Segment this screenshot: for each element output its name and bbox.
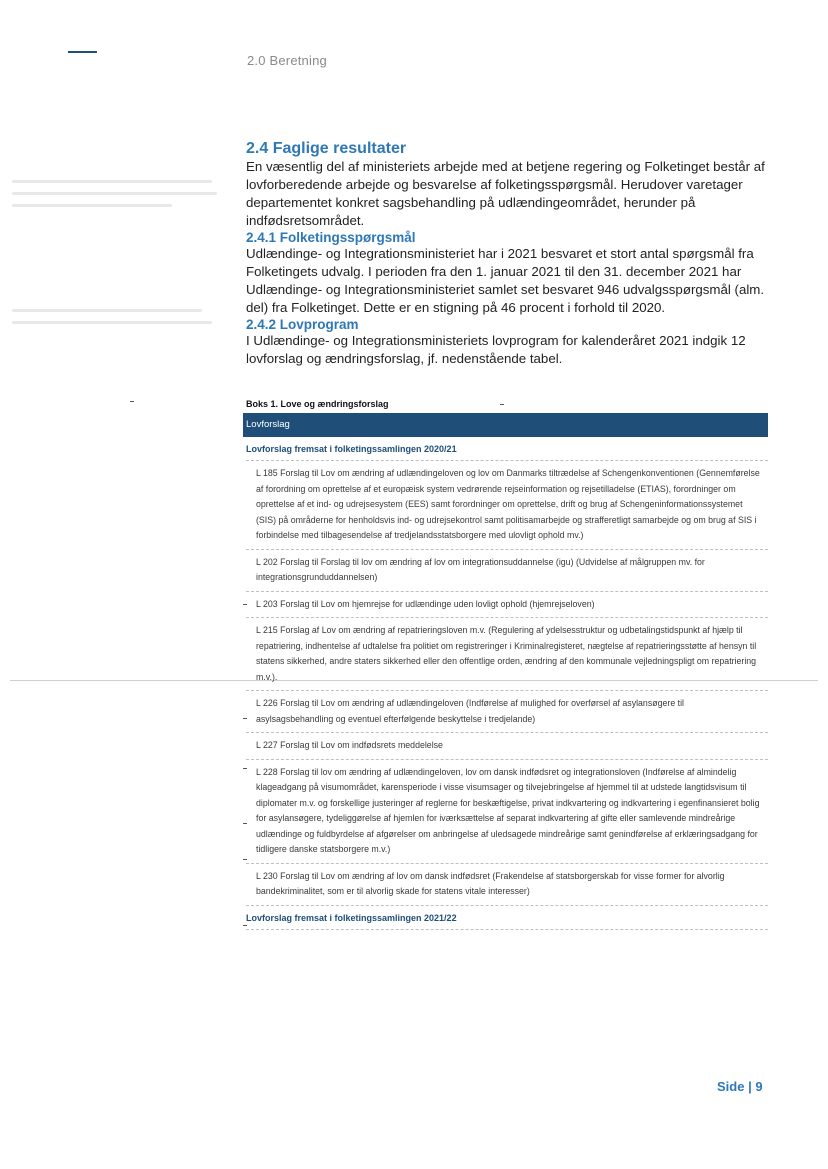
running-header: 2.0 Beretning [247,53,327,68]
subsection-heading-lovprogram: 2.4.2 Lovprogram [246,317,359,332]
page-number: Side | 9 [717,1079,763,1094]
box-group-title-2020-21: Lovforslag fremsat i folketingssamlingen 2020/21 [246,437,768,461]
law-item: L 185 Forslag til Lov om ændring af udlændingeloven og lov om Danmarks tiltrædelse af Schengenkonventionen (Gennemførelse af forordning om oprettelse af et europæisk system vedrørende rejseinformation og rejsetilladelse (ETIAS), forordninger om oprettelse af et ind- og udrejsesystem (EES) samt forordninger om oprettelse, drift og brug af Schengeninformationssystemet (SIS) på områderne for henholdsvis ind- og udrejsekontrol samt politisamarbejde og strafferetligt samarbejde og om brug af SIS i forbindelse med tilbagesendelse af tredjelandsstatsborgere med ulovligt ophold mv.) [246,461,768,550]
subsection-heading-folketingssporgsmal: 2.4.1 Folketingsspørgsmål [246,230,416,245]
margin-scan-noise [12,180,222,333]
section-intro: En væsentlig del af ministeriets arbejde med at betjene regering og Folketinget består af lovforberedende arbejde og besvarelse af folketingsspørgsmål. Herudover varetager departementet konkret sagsbehandling på udlændingeområdet, herunder på indfødsretsområdet. [246,159,765,228]
box-header-bar: Lovforslag [243,413,768,437]
law-item: L 226 Forslag til Lov om ændring af udlændingeloven (Indførelse af mulighed for overførsel af asylansøgere til asylsagsbehandling og eventuel efterfølgende beskyttelse i tredjelande) [246,691,768,733]
law-item: L 202 Forslag til Forslag til lov om ændring af lov om integrationsuddannelse (igu) (Udvidelse af målgruppen mv. for integrationsgrunduddannelsen) [246,550,768,592]
law-item: L 227 Forslag til Lov om indfødsrets meddelelse [246,733,768,760]
header-accent-bar [68,51,97,53]
law-item: L 215 Forslag af Lov om ændring af repatrieringsloven m.v. (Regulering af ydelsesstruktur og udbetalingstidspunkt af hjælp til repatriering, indhentelse af udtalelse fra politiet om registreringer i Kriminalregisteret, nægtelse af repatrieringsstøtte af hensyn til statens sikkerhed, andre staters sikkerhed eller den offentlige orden, ændring af den kommunale vejledningspligt om repatriering m.v.). [246,618,768,691]
subsection-body-folketingssporgsmal: Udlændinge- og Integrationsministeriet har i 2021 besvaret et stort antal spørgsmål fra Folketingets udvalg. I perioden fra den 1. januar 2021 til den 31. december 2021 har Udlændinge- og Integrationsministeriet samlet set besvaret 946 udvalgsspørgsmål (alm. del) fra Folketinget. Dette er en stigning på 46 procent i forhold til 2020. [246,246,765,315]
box-title: Boks 1. Love og ændringsforslag [246,399,389,409]
scan-artifact-dash [130,401,134,402]
main-content [246,140,768,930]
law-item: L 228 Forslag til lov om ændring af udlændingeloven, lov om dansk indfødsret og integrationsloven (Indførelse af almindelig klageadgang på visumområdet, karensperiode i visse visumsager og tilvejebringelse af hjemmel til at udstede langtidsvisum til diplomater m.v. og forskellige justeringer af reglerne for beskæftigelse, privat indkvartering og indkvartering i egenfinansieret bolig for asylansøgere, tydeliggørelse af hjemlen for iværksættelse af separat indkvartering af gifte eller samlevende mindreårige udlændinge og fuldbyrdelse af afgørelser om anbringelse af uledsagede mindreårige samt genindførelse af erklæringsadgang for tidligere danske statsborgere m.v.) [246,760,768,864]
section-heading: 2.4 Faglige resultater [246,140,407,157]
law-item: L 230 Forslag til Lov om ændring af lov om dansk indfødsret (Frakendelse af statsborgerskab for visse former for alvorlig bandekriminalitet, som er til alvorlig skade for statens vitale interesser) [246,864,768,906]
subsection-body-lovprogram: I Udlændinge- og Integrationsministeriets lovprogram for kalenderåret 2021 indgik 12 lovforslag og ændringsforslag, jf. nedenstående tabel. [246,333,746,366]
box-group-title-2021-22: Lovforslag fremsat i folketingssamlingen 2021/22 [246,906,768,930]
law-item: L 203 Forslag til Lov om hjemrejse for udlændinge uden lovligt ophold (hjemrejseloven) [246,592,768,619]
